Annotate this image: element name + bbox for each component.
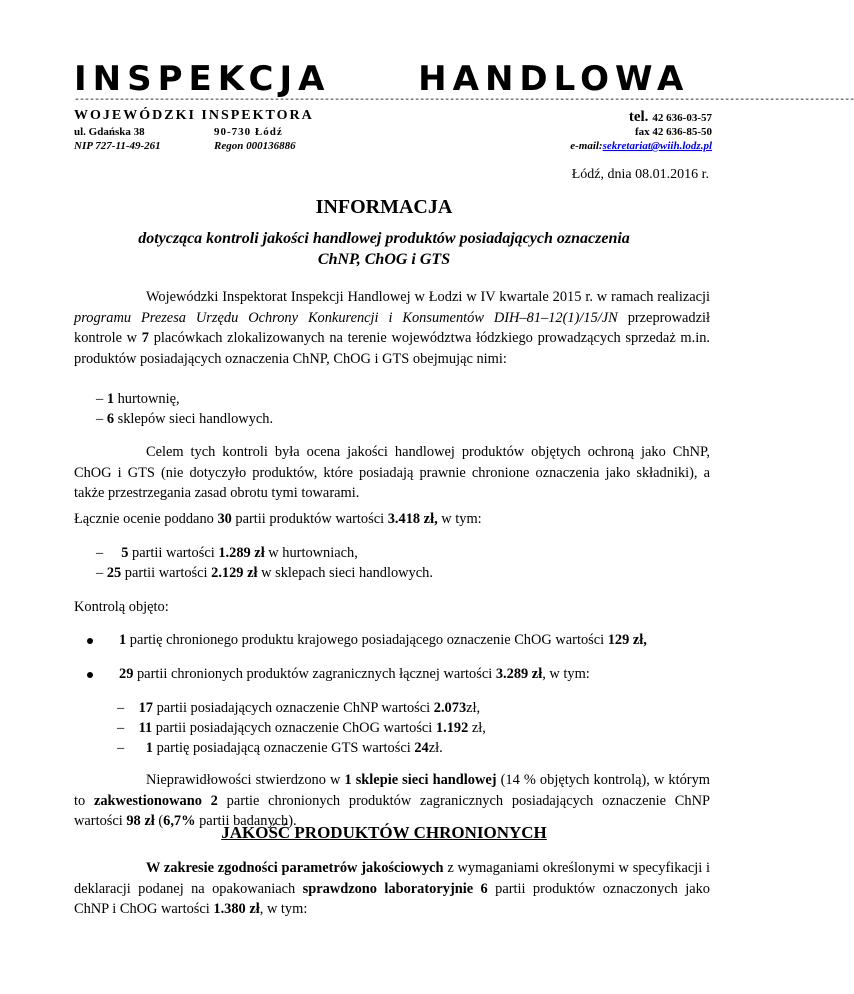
bullet-text: partię chronionego produktu krajowego posiadającego oznaczenie ChOG wartości bbox=[126, 632, 608, 648]
list-item bbox=[96, 389, 180, 410]
list-text: partii wartości bbox=[121, 565, 212, 581]
list-value: 1.289 zł bbox=[218, 545, 265, 561]
para5-text-c: (14 % objętych kontrolą), w którym to bbox=[74, 772, 710, 809]
para1-text-c: przeprowadził kontrole w bbox=[74, 309, 710, 346]
phone-line bbox=[629, 108, 712, 126]
bullet-value: 3.289 zł bbox=[495, 666, 543, 682]
list-dash: – bbox=[117, 740, 125, 756]
para5-text-g: ( bbox=[154, 813, 164, 829]
paragraph-total bbox=[74, 509, 482, 530]
tel-number: 42 636-03-57 bbox=[652, 112, 712, 124]
batch-count: 30 bbox=[217, 511, 232, 527]
list-text: w sklepach sieci handlowych. bbox=[257, 565, 433, 581]
list-dash: – bbox=[96, 545, 104, 561]
banner-word-2: HANDLOWA bbox=[418, 59, 690, 99]
outlet-count: 7 bbox=[141, 330, 149, 346]
para5-percent: 6,7% bbox=[163, 813, 196, 829]
para3-text-a: Łącznie ocenie poddano bbox=[74, 511, 218, 527]
para6-highlight-a: W zakresie zgodności parametrów jakościowych bbox=[146, 860, 444, 876]
list-dash: – bbox=[117, 720, 125, 736]
office-title: WOJEWÓDZKI INSPEKTORA bbox=[74, 108, 314, 123]
list-text: partii posiadających oznaczenie ChNP wartości bbox=[152, 700, 434, 716]
para6-text-d: partii produktów oznaczonych jako ChNP i ChOG wartości bbox=[74, 880, 710, 917]
list-number: 25 bbox=[106, 565, 122, 581]
list-number: 1 bbox=[106, 391, 115, 407]
list-item bbox=[117, 698, 480, 719]
bullet-item bbox=[87, 630, 647, 651]
list-text: w hurtowniach, bbox=[264, 545, 358, 561]
list-dash: – bbox=[96, 391, 104, 407]
para5-value: 98 zł bbox=[126, 813, 155, 829]
list-item bbox=[117, 718, 486, 739]
document-date: Łódź, dnia 08.01.2016 r. bbox=[571, 167, 709, 182]
list-number: 6 bbox=[106, 411, 115, 427]
para5-highlight-d: zakwestionowano 2 bbox=[93, 792, 218, 809]
list-text: partii posiadających oznaczenie ChOG wartości bbox=[152, 720, 436, 736]
list-value: 2.073 bbox=[433, 700, 467, 716]
programme-reference: programu Prezesa Urzędu Ochrony Konkurencji i Konsumentów DIH–81–12(1)/15/JN bbox=[74, 309, 618, 326]
subtitle-line-1: dotycząca kontroli jakości handlowej produktów posiadających oznaczenia bbox=[138, 230, 630, 247]
document-subtitle bbox=[60, 228, 708, 270]
para3-text-e: w tym: bbox=[437, 511, 482, 527]
list-value: 24 bbox=[414, 740, 429, 756]
fax-number: fax 42 636-85-50 bbox=[635, 126, 712, 138]
para5-text-e: partie chronionych produktów zagranicznych posiadających oznaczenie ChNP wartości bbox=[74, 792, 710, 829]
document-title: INFORMACJA bbox=[315, 196, 453, 218]
list-dash: – bbox=[117, 700, 125, 716]
bullet-icon bbox=[87, 638, 93, 644]
paragraph-purpose: Celem tych kontroli była ocena jakości handlowej produktów objętych ochroną jako ChNP, ChOG i GTS (nie dotyczyło produktów, które posiadają prawnie chronione oznaczenia jako składniki), a także przestrzegania zasad obrotu tymi towarami. bbox=[74, 444, 710, 501]
list-dash: – bbox=[96, 565, 104, 581]
total-value: 3.418 zł, bbox=[387, 511, 438, 527]
list-text: zł, bbox=[466, 700, 481, 716]
para6-highlight-c: sprawdzono laboratoryjnie 6 bbox=[302, 880, 488, 897]
list-text: partii wartości bbox=[128, 545, 219, 561]
subtitle-line-2: ChNP, ChOG i GTS bbox=[317, 251, 451, 268]
tel-label: tel. bbox=[628, 109, 649, 125]
bullet-number: 29 bbox=[119, 666, 134, 682]
list-number: 17 bbox=[138, 700, 153, 716]
address: ul. Gdańska 38 bbox=[74, 126, 145, 138]
institution-banner bbox=[74, 59, 720, 99]
list-text: zł. bbox=[428, 740, 443, 756]
email-line bbox=[570, 140, 712, 152]
para5-text-a: Nieprawidłowości stwierdzono w bbox=[146, 772, 345, 788]
list-item bbox=[96, 543, 358, 564]
list-number: 1 bbox=[145, 740, 153, 756]
list-number: 5 bbox=[121, 545, 129, 561]
list-text: hurtownię, bbox=[114, 391, 180, 407]
postal-code: 90-730 Łódź bbox=[214, 126, 283, 138]
bullet-value: 129 zł, bbox=[607, 632, 647, 648]
regon-number: Regon 000136886 bbox=[214, 140, 296, 152]
bullet-icon bbox=[87, 672, 93, 678]
para1-text-a: Wojewódzki Inspektorat Inspekcji Handlowej w Łodzi w IV kwartale 2015 r. w ramach realizacji bbox=[146, 289, 710, 305]
list-item bbox=[96, 563, 433, 584]
list-text: zł, bbox=[468, 720, 486, 736]
list-number: 11 bbox=[138, 720, 153, 736]
para6-value: 1.380 zł bbox=[213, 901, 260, 917]
paragraph-scope: Kontrolą objęto: bbox=[74, 599, 169, 615]
para3-text-c: partii produktów wartości bbox=[231, 511, 388, 527]
para1-text-e: placówkach zlokalizowanych na terenie województwa łódzkiego prowadzących sprzedaż m.in. produktów posiadających oznaczenia ChNP, ChOG i GTS obejmując nimi: bbox=[74, 330, 710, 367]
email-label: e-mail: bbox=[570, 140, 603, 152]
list-text: sklepów sieci handlowych. bbox=[114, 411, 274, 427]
bullet-item bbox=[87, 664, 590, 685]
para5-highlight-b: 1 sklepie sieci handlowej bbox=[344, 772, 497, 788]
para6-text-b: z wymaganiami określonymi w specyfikacji i deklaracji podanej na opakowaniach bbox=[74, 860, 710, 897]
header-divider: ------------------------------------------------------------------------------------------------------------------------------------------------------------ bbox=[74, 95, 854, 106]
para6-text-f: , w tym: bbox=[259, 901, 308, 917]
list-text: partię posiadającą oznaczenie GTS wartości bbox=[153, 740, 415, 756]
paragraph-intro bbox=[74, 287, 710, 369]
bullet-number: 1 bbox=[119, 632, 127, 648]
list-item bbox=[96, 409, 273, 430]
section-heading: JAKOŚĆ PRODUKTÓW CHRONIONYCH bbox=[221, 823, 547, 842]
list-item bbox=[117, 738, 443, 759]
para5-text-i: partii badanych). bbox=[195, 813, 297, 829]
nip-number: NIP 727-11-49-261 bbox=[74, 140, 161, 152]
list-dash: – bbox=[96, 411, 104, 427]
bullet-text: partii chronionych produktów zagranicznych łącznej wartości bbox=[133, 666, 496, 682]
banner-word-1: INSPEKCJA bbox=[74, 59, 331, 99]
bullet-text: , w tym: bbox=[542, 666, 590, 682]
list-value: 1.192 bbox=[435, 720, 469, 736]
paragraph-quality bbox=[74, 858, 710, 920]
list-value: 2.129 zł bbox=[211, 565, 258, 581]
email-link[interactable]: sekretariat@wiih.lodz.pl bbox=[602, 140, 712, 152]
